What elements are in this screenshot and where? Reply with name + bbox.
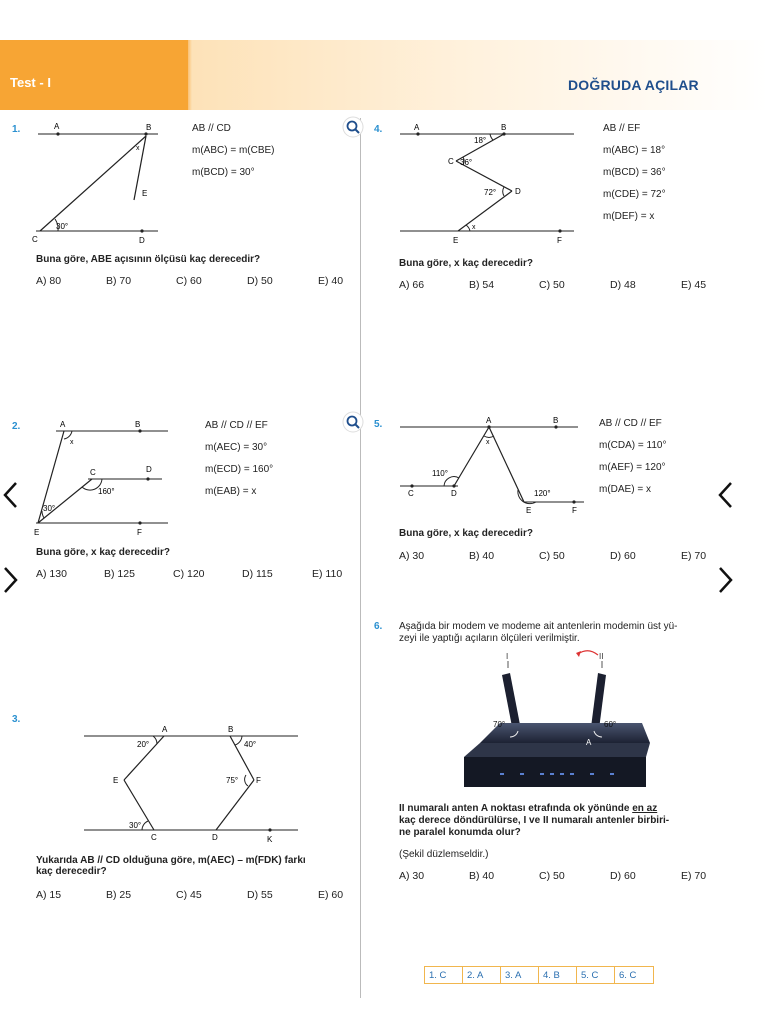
svg-text:E: E <box>142 189 148 198</box>
q2-question: Buna göre, x kaç derecedir? <box>36 547 170 558</box>
q3-question: Yukarıda AB // CD olduğuna göre, m(AEC) – m(FDK) farkı kaç derecedir? <box>36 855 306 877</box>
q1-question: Buna göre, ABE açısının ölçüsü kaç derecedir? <box>36 254 261 265</box>
option[interactable]: B) 40 <box>469 550 495 562</box>
q1-figure <box>28 118 168 248</box>
option[interactable]: A) 15 <box>36 889 62 901</box>
chevron-left-icon[interactable] <box>714 480 738 510</box>
q5-question: Buna göre, x kaç derecedir? <box>399 528 533 539</box>
svg-text:D: D <box>451 489 457 498</box>
q6-question: II numaralı anten A noktası etrafında ok yönünde en az kaç derece döndürülürse, I ve II numaralı antenler birbiri- ne paralel konumda olur? <box>399 803 670 838</box>
svg-text:30°: 30° <box>56 222 69 231</box>
chevron-left-icon[interactable] <box>0 480 24 510</box>
option[interactable]: E) 70 <box>681 550 707 562</box>
q5-figure <box>396 414 586 519</box>
question-number: 3. <box>12 714 21 725</box>
search-icon[interactable] <box>342 411 364 433</box>
option[interactable]: A) 30 <box>399 550 425 562</box>
svg-text:20°: 20° <box>137 740 150 749</box>
option[interactable]: A) 130 <box>36 568 67 580</box>
answer-key-item: 1. C <box>425 967 463 983</box>
chevron-right-icon[interactable] <box>0 565 24 595</box>
chapter-title: DOĞRUDA AÇILAR <box>568 77 699 93</box>
modem-image <box>460 645 660 790</box>
option[interactable]: E) 110 <box>312 568 343 580</box>
svg-text:75°: 75° <box>226 776 239 785</box>
answer-key-item: 6. C <box>619 969 637 981</box>
option[interactable]: D) 55 <box>247 889 273 901</box>
svg-text:160°: 160° <box>98 487 115 496</box>
svg-text:70°: 70° <box>493 720 506 729</box>
q1-options <box>36 275 356 289</box>
svg-text:B: B <box>228 725 234 734</box>
svg-text:F: F <box>557 236 562 245</box>
svg-text:C: C <box>448 157 454 166</box>
svg-text:A: A <box>414 123 420 132</box>
option[interactable]: C) 60 <box>176 275 202 287</box>
answer-key-item: 4. B <box>539 967 577 983</box>
svg-text:B: B <box>501 123 507 132</box>
svg-text:B: B <box>553 416 559 425</box>
answer-key-item: 2. A <box>463 967 501 983</box>
search-icon[interactable] <box>342 116 364 138</box>
svg-text:E: E <box>34 528 40 537</box>
q6-note: (Şekil düzlemseldir.) <box>399 849 489 860</box>
option[interactable]: B) 70 <box>106 275 132 287</box>
svg-text:B: B <box>135 420 141 429</box>
q6-intro: Aşağıda bir modem ve modeme ait antenlerin modemin üst yü- zeyi ile yaptığı açıların ölçüleri verilmiştir. <box>399 621 678 644</box>
option[interactable]: B) 40 <box>469 870 495 882</box>
q2-options <box>36 568 356 582</box>
svg-text:D: D <box>212 833 218 842</box>
option[interactable]: D) 50 <box>247 275 273 287</box>
svg-text:120°: 120° <box>534 489 551 498</box>
svg-text:D: D <box>515 187 521 196</box>
svg-text:I: I <box>506 652 509 661</box>
svg-text:30°: 30° <box>43 504 56 513</box>
svg-text:x: x <box>486 439 490 446</box>
svg-text:B: B <box>146 123 152 132</box>
svg-text:A: A <box>486 416 492 425</box>
svg-text:K: K <box>267 835 273 844</box>
svg-text:D: D <box>139 236 145 245</box>
option[interactable]: E) 70 <box>681 870 707 882</box>
q1-given: AB // CD m(ABC) = m(CBE) m(BCD) = 30° <box>192 123 275 178</box>
option[interactable]: C) 50 <box>539 870 565 882</box>
test-title: Test - I <box>10 75 51 90</box>
column-divider <box>360 118 361 998</box>
svg-text:E: E <box>526 506 532 515</box>
svg-text:C: C <box>32 235 38 244</box>
option[interactable]: D) 60 <box>610 870 636 882</box>
svg-text:E: E <box>453 236 459 245</box>
svg-text:A: A <box>162 725 168 734</box>
option[interactable]: A) 80 <box>36 275 62 287</box>
option[interactable]: D) 48 <box>610 279 636 291</box>
svg-text:40°: 40° <box>244 740 257 749</box>
question-number: 4. <box>374 124 383 135</box>
option[interactable]: D) 60 <box>610 550 636 562</box>
option[interactable]: B) 54 <box>469 279 495 291</box>
svg-text:F: F <box>256 776 261 785</box>
option[interactable]: E) 60 <box>318 889 344 901</box>
option[interactable]: E) 40 <box>318 275 344 287</box>
svg-text:A: A <box>54 122 60 131</box>
svg-text:II: II <box>599 652 604 661</box>
svg-text:F: F <box>137 528 142 537</box>
q3-figure <box>80 720 310 846</box>
svg-text:110°: 110° <box>432 469 448 478</box>
question-number: 2. <box>12 421 21 432</box>
svg-text:F: F <box>572 506 577 515</box>
option[interactable]: C) 120 <box>173 568 205 580</box>
question-number: 6. <box>374 621 383 632</box>
option[interactable]: C) 50 <box>539 279 565 291</box>
option[interactable]: E) 45 <box>681 279 707 291</box>
option[interactable]: C) 45 <box>176 889 202 901</box>
svg-text:C: C <box>90 468 96 477</box>
option[interactable]: A) 30 <box>399 870 425 882</box>
svg-text:C: C <box>408 489 414 498</box>
svg-text:C: C <box>151 833 157 842</box>
option[interactable]: B) 25 <box>106 889 132 901</box>
q4-figure <box>396 118 581 248</box>
svg-text:E: E <box>113 776 119 785</box>
svg-text:30°: 30° <box>129 821 142 830</box>
q5-given: AB // CD // EF m(CDA) = 110° m(AEF) = 120° m(DAE) = x <box>599 418 667 495</box>
q4-question: Buna göre, x kaç derecedir? <box>399 258 533 269</box>
q6-options <box>399 870 719 884</box>
q4-options <box>399 279 719 293</box>
svg-text:A: A <box>586 738 592 747</box>
svg-text:D: D <box>146 465 152 474</box>
svg-text:72°: 72° <box>484 188 497 197</box>
question-number: 1. <box>12 124 21 135</box>
svg-text:x: x <box>136 145 140 152</box>
chevron-right-icon[interactable] <box>714 565 738 595</box>
svg-text:A: A <box>60 420 66 429</box>
answer-key-item: 3. A <box>501 967 539 983</box>
q3-options <box>36 889 356 903</box>
answer-key-item: 5. C <box>577 967 615 983</box>
svg-text:36°: 36° <box>460 158 473 167</box>
q2-given: AB // CD // EF m(AEC) = 30° m(ECD) = 160° m(EAB) = x <box>205 420 274 497</box>
svg-text:x: x <box>472 224 476 231</box>
option[interactable]: B) 125 <box>104 568 135 580</box>
svg-text:x: x <box>70 439 74 446</box>
answer-key <box>424 966 654 984</box>
option[interactable]: D) 115 <box>242 568 273 580</box>
question-number: 5. <box>374 419 383 430</box>
q5-options <box>399 550 719 564</box>
q4-given: AB // EF m(ABC) = 18° m(BCD) = 36° m(CDE) = 72° m(DEF) = x <box>603 123 666 222</box>
option[interactable]: A) 66 <box>399 279 425 291</box>
option[interactable]: C) 50 <box>539 550 565 562</box>
svg-text:18°: 18° <box>474 136 487 145</box>
q2-figure <box>30 415 180 540</box>
svg-text:60°: 60° <box>604 720 617 729</box>
